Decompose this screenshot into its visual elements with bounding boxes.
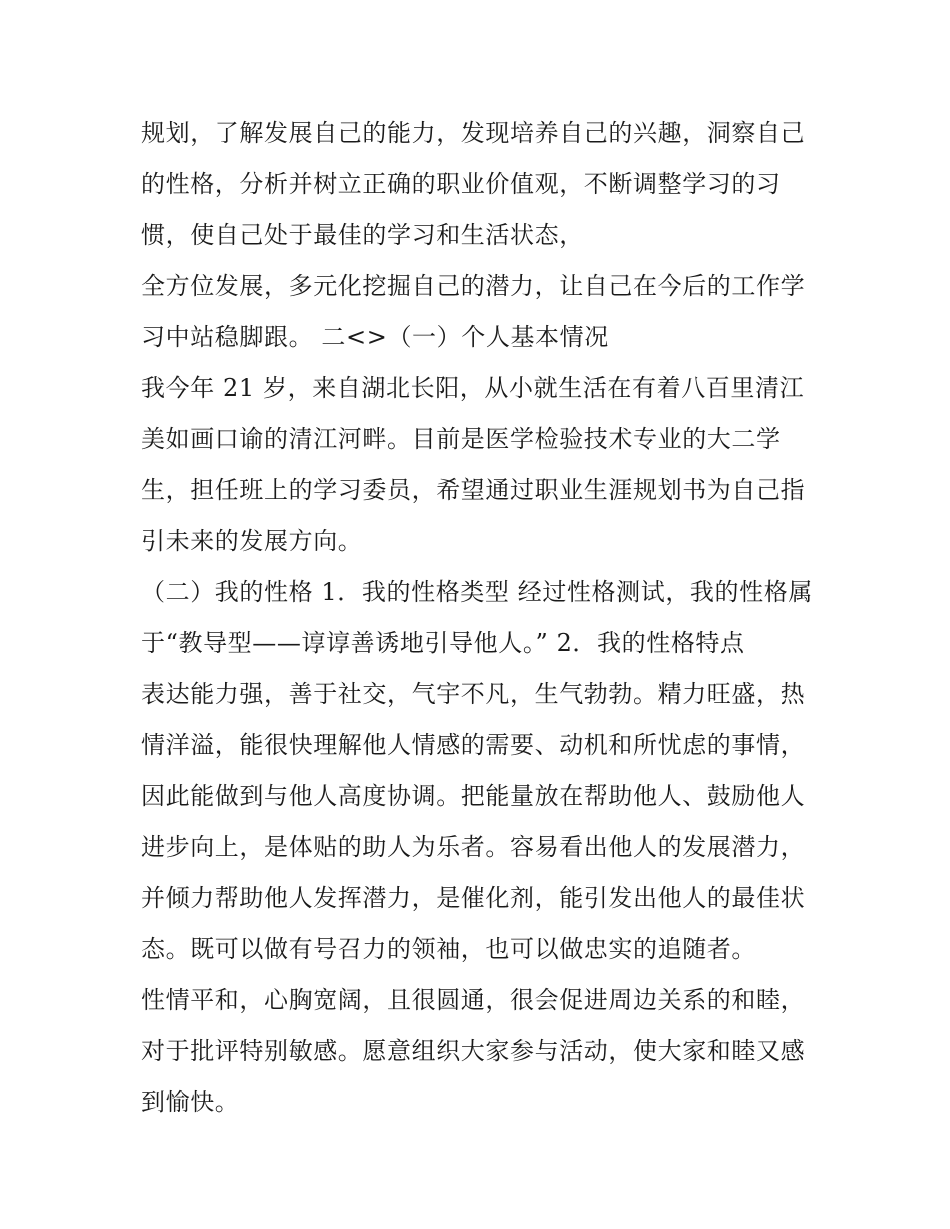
text-line: （二）我的性格 1．我的性格类型 经过性格测试，我的性格属 [141,578,813,606]
text-line: 于“教导型——谆谆善诱地引导他人。” 2．我的性格特点 [141,629,745,657]
text-line: 对于批评特别敏感。愿意组织大家参与活动，使大家和睦又感 [141,1037,806,1065]
text-line: 并倾力帮助他人发挥潜力，是催化剂，能引发出他人的最佳状 [141,884,806,912]
text-line: 习中站稳脚跟。 二<>（一）个人基本情况 [141,323,609,351]
text-line: 表达能力强，善于社交，气宇不凡，生气勃勃。精力旺盛，热 [141,680,806,708]
body-text [141,108,821,1128]
text-line: 情洋溢，能很快理解他人情感的需要、动机和所忧虑的事情， [141,731,806,759]
text-line: 态。既可以做有号召力的领袖，也可以做忠实的追随者。 [141,935,756,963]
text-line: 我今年 21 岁，来自湖北长阳，从小就生活在有着八百里清江 [141,374,805,402]
text-line: 美如画口谕的清江河畔。目前是医学检验技术专业的大二学 [141,425,781,453]
text-line: 规划，了解发展自己的能力，发现培养自己的兴趣，洞察自己 [141,119,806,147]
text-line: 惯，使自己处于最佳的学习和生活状态， [141,221,584,249]
text-line: 进步向上，是体贴的助人为乐者。容易看出他人的发展潜力， [141,833,806,861]
text-line: 的性格，分析并树立正确的职业价值观，不断调整学习的习 [141,170,781,198]
text-line: 到愉快。 [141,1088,240,1116]
text-line: 引未来的发展方向。 [141,527,363,555]
text-line: 性情平和，心胸宽阔，且很圆通，很会促进周边关系的和睦， [141,986,806,1014]
text-line: 生，担任班上的学习委员，希望通过职业生涯规划书为自己指 [141,476,806,504]
text-line: 全方位发展，多元化挖掘自己的潜力，让自己在今后的工作学 [141,272,806,300]
text-line: 因此能做到与他人高度协调。把能量放在帮助他人、鼓励他人 [141,782,806,810]
